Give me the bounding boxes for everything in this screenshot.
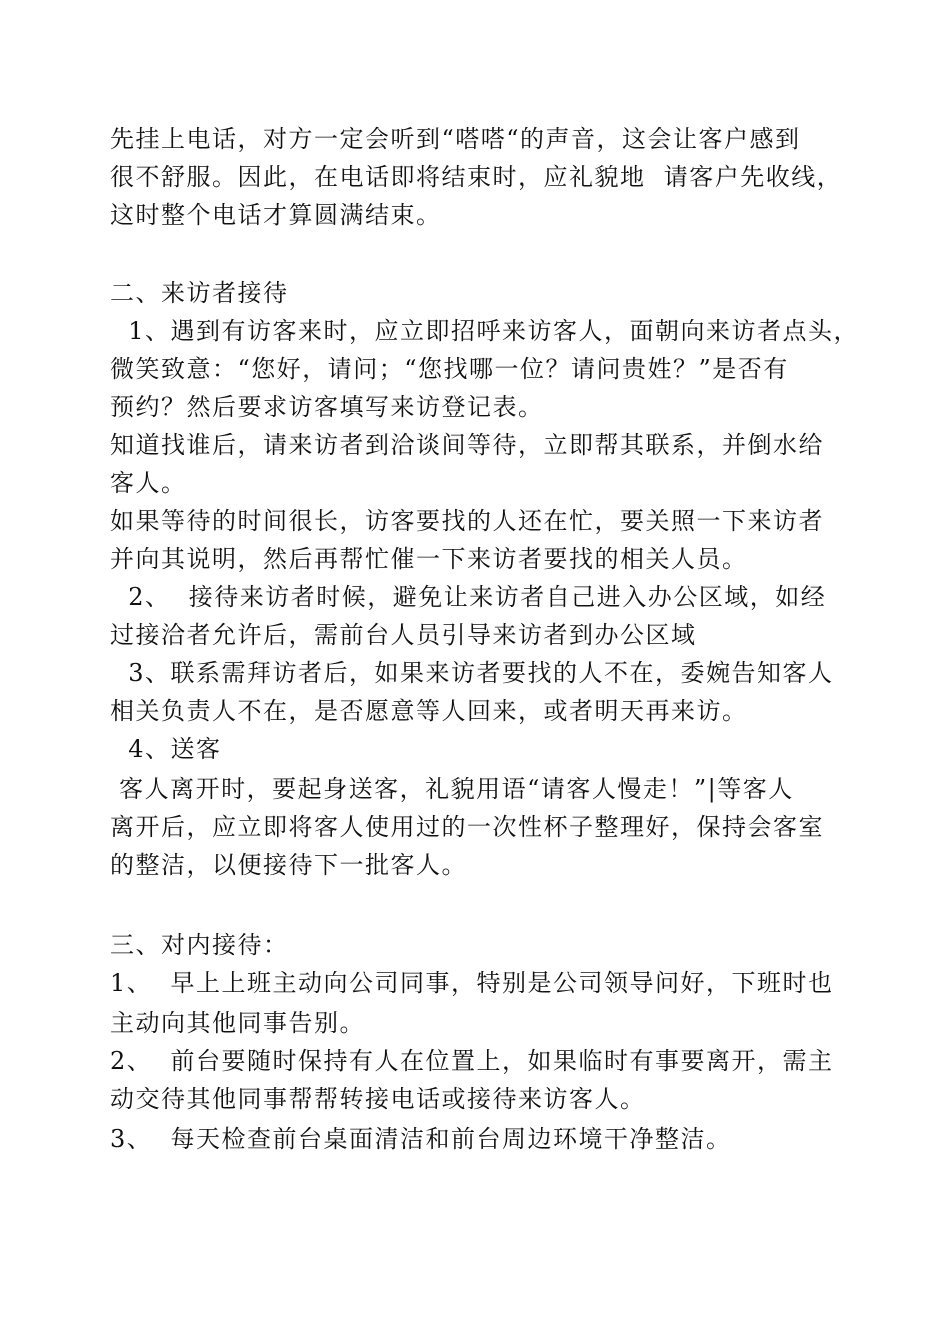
text-line: 这时整个电话才算圆满结束。 bbox=[110, 201, 442, 229]
text-line: 离开后，应立即将客人使用过的一次性杯子整理好，保持会客室 bbox=[110, 813, 824, 841]
text-line: 2、 接待来访者时候，避免让来访者自己进入办公区域，如经 bbox=[110, 583, 827, 611]
text-line: 客人离开时，要起身送客，礼貌用语“请客人慢走！”|等客人 bbox=[110, 775, 794, 803]
text-line: 微笑致意：“您好，请问；“您找哪一位？请问贵姓？”是否有 bbox=[110, 355, 789, 383]
text-line: 很不舒服。因此，在电话即将结束时，应礼貌地 请客户先收线， bbox=[110, 163, 843, 191]
text-line: 并向其说明，然后再帮忙催一下来访者要找的相关人员。 bbox=[110, 545, 748, 573]
text-line: 先挂上电话，对方一定会听到“嗒嗒“的声音，这会让客户感到 bbox=[110, 125, 801, 153]
text-line: 的整洁，以便接待下一批客人。 bbox=[110, 851, 467, 879]
text-line: 主动向其他同事告别。 bbox=[110, 1009, 365, 1037]
text-line: 3、联系需拜访者后，如果来访者要找的人不在，委婉告知客人 bbox=[110, 659, 834, 687]
text-line: 过接洽者允许后，需前台人员引导来访者到办公区域 bbox=[110, 621, 697, 649]
text-line: 1、遇到有访客来时，应立即招呼来访客人，面朝向来访者点头， bbox=[110, 317, 860, 345]
text-line: 2、 前台要随时保持有人在位置上，如果临时有事要离开，需主 bbox=[110, 1047, 834, 1075]
text-line: 客人。 bbox=[110, 469, 187, 497]
text-line: 4、送客 bbox=[110, 735, 222, 763]
text-line: 1、 早上上班主动向公司同事，特别是公司领导问好，下班时也 bbox=[110, 969, 834, 997]
section-heading: 二、来访者接待 bbox=[110, 279, 289, 307]
text-line: 3、 每天检查前台桌面清洁和前台周边环境干净整洁。 bbox=[110, 1125, 732, 1153]
text-line: 预约？然后要求访客填写来访登记表。 bbox=[110, 393, 544, 421]
text-line: 知道找谁后，请来访者到洽谈间等待，立即帮其联系，并倒水给 bbox=[110, 431, 824, 459]
section-heading: 三、对内接待： bbox=[110, 931, 289, 959]
text-line: 相关负责人不在，是否愿意等人回来，或者明天再来访。 bbox=[110, 697, 748, 725]
text-line: 如果等待的时间很长，访客要找的人还在忙，要关照一下来访者 bbox=[110, 507, 824, 535]
text-line: 动交待其他同事帮帮转接电话或接待来访客人。 bbox=[110, 1085, 646, 1113]
